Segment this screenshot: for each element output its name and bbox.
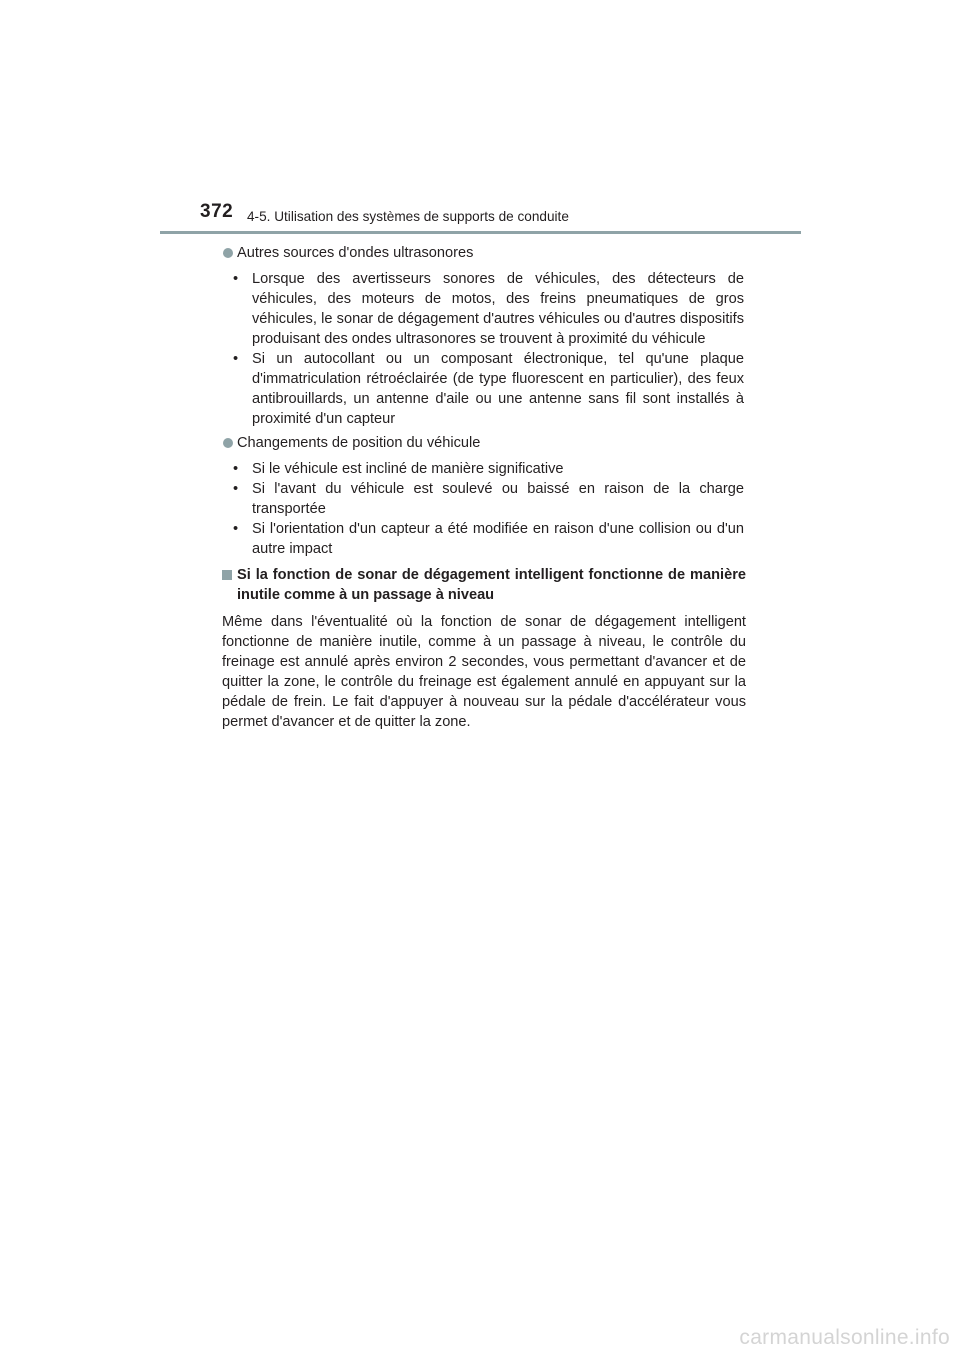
square-bullet-icon [222,570,232,580]
dot-bullet-icon: • [233,351,239,367]
section-heading-position [222,433,746,453]
list-item-text: Lorsque des avertisseurs sonores de véhicules, des détecteurs de véhicules, des moteurs de motos, des freins pneumatiques de gros véhicules, le sonar de dégagement d'autres véhicules ou d'autres dispositifs produisant des ondes ultrasonores se trouvent à proximité du véhicule [252,271,744,347]
dot-bullet-icon: • [233,481,239,497]
list-item [222,459,746,479]
ultrasonic-sources-list [222,269,746,429]
subsection-heading [222,565,746,605]
list-item-text: Si l'orientation d'un capteur a été modifiée en raison d'une collision ou d'un autre impact [252,521,744,557]
dot-bullet-icon: • [233,271,239,287]
page-header [0,0,960,240]
position-changes-list [222,459,746,559]
list-item [222,519,746,559]
page-content [222,243,746,732]
list-item [222,479,746,519]
section-heading-ultrasonic [222,243,746,263]
dot-bullet-icon: • [233,461,239,477]
page-number: 372 [200,201,234,222]
circle-bullet-icon [223,438,233,448]
dot-bullet-icon: • [233,521,239,537]
list-item-text: Si l'avant du véhicule est soulevé ou baissé en raison de la charge transportée [252,481,744,517]
subsection-body: Même dans l'éventualité où la fonction de sonar de dégagement intelligent fonctionne de manière inutile, comme à un passage à niveau, le contrôle du freinage est annulé après environ 2 secondes, vous permettant d'avancer et de quitter la zone, le contrôle du freinage est également annulé en appuyant sur la pédale de frein. Le fait d'appuyer à nouveau sur la pédale d'accélérateur vous permet d'avancer et de quitter la zone. [222,614,746,730]
list-item [222,349,746,429]
list-item-text: Si le véhicule est incliné de manière significative [252,461,564,477]
section-heading-text: Changements de position du véhicule [237,435,481,451]
list-item-text: Si un autocollant ou un composant électronique, tel qu'une plaque d'immatriculation rétroéclairée (de type fluorescent en particulier), des feux antibrouillards, un antenne d'aile ou une antenne sans fil sont installés à proximité d'un capteur [252,351,744,427]
list-item [222,269,746,349]
circle-bullet-icon [223,248,233,258]
header-divider [160,231,801,234]
subsection-heading-text: Si la fonction de sonar de dégagement intelligent fonctionne de manière inutile comme à un passage à niveau [237,567,746,603]
section-heading-text: Autres sources d'ondes ultrasonores [237,245,474,261]
watermark: carmanualsonline.info [739,1326,950,1349]
section-title: 4-5. Utilisation des systèmes de supports de conduite [247,209,569,224]
